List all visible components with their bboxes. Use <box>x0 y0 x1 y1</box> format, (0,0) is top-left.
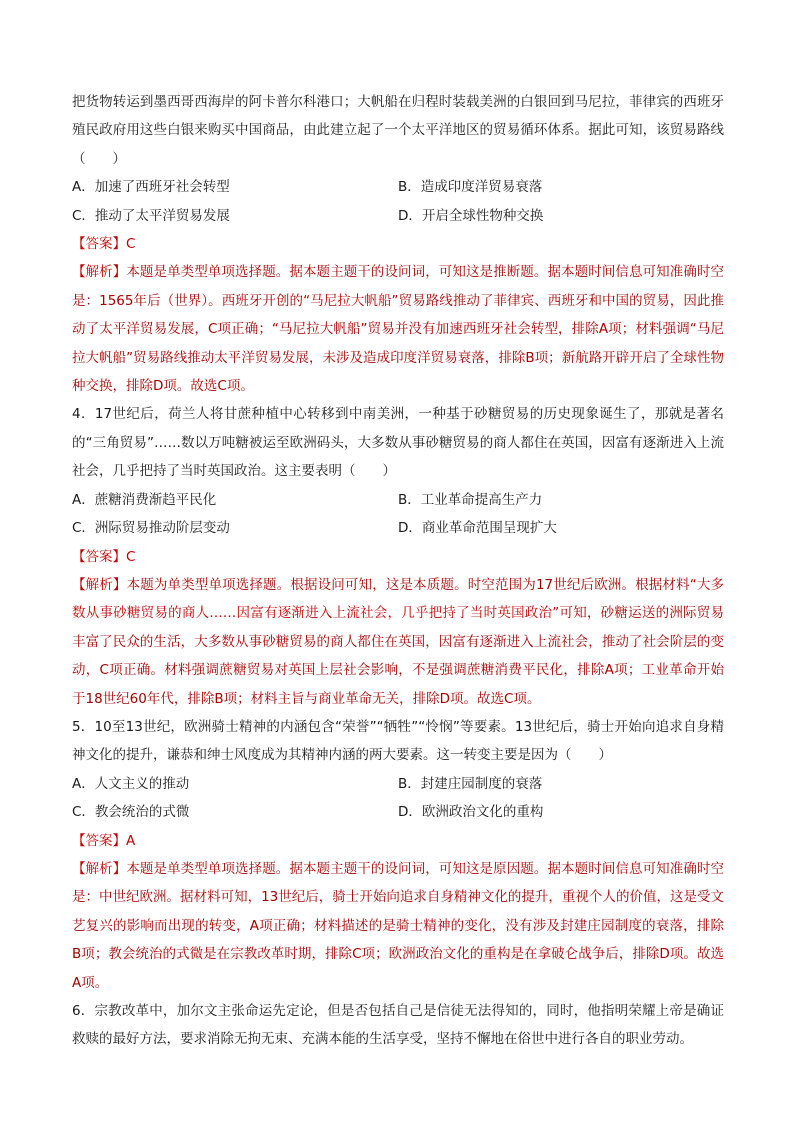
question-4-option-c: C．洲际贸易推动阶层变动 <box>72 520 230 537</box>
question-5-options <box>72 770 724 827</box>
question-3-option-d: D．开启全球性物种交换 <box>398 207 544 224</box>
question-5-option-a: A．人文主义的推动 <box>72 775 190 792</box>
question-3-option-a: A．加速了西班牙社会转型 <box>72 179 230 196</box>
analysis-text: 可知，砂糖运送的洲际贸易丰富了民众的生活，大多数从事砂糖贸易的商人都住在英国，因富有逐渐进入上流社会，推动了社会阶层的变动，C项正确。材料强调蔗糖贸易对英国上层社会影响，不是强调蔗糖消费平民化，排除A项；工业革命开始于18世纪60年代，排除B项；材料主旨与商业革命无关，排除D项。故选C项。 <box>72 605 725 707</box>
question-3-option-b: B．造成印度洋贸易衰落 <box>398 179 543 196</box>
question-4-answer: 【答案】C <box>72 548 136 565</box>
analysis-tag: 【解析】 <box>72 860 127 877</box>
question-3-analysis <box>72 258 724 400</box>
question-3-option-c: C．推动了太平洋贸易发展 <box>72 207 230 224</box>
analysis-quote: “大多数从事砂糖贸易的商人……因富有逐渐进入上流社会，几乎把持了当时英国政治” <box>72 576 725 622</box>
question-5-stem: 5．10至13世纪，欧洲骑士精神的内涵包含“荣誉”“牺牲”“怜悯”等要素。13世纪后，骑士开始向追求自身精神文化的提升，谦恭和绅士风度成为其精神内涵的两大要素。这一转变主要是因为（ ） <box>72 718 724 764</box>
question-5-analysis <box>72 855 724 997</box>
question-4-options <box>72 486 724 543</box>
question-4-analysis <box>72 571 724 713</box>
analysis-quote: “马尼拉大帆船” <box>303 292 399 309</box>
question-4-stem: 4．17世纪后，荷兰人将甘蔗种植中心转移到中南美洲，一种基于砂糖贸易的历史现象诞生了，那就是著名的“三角贸易”……数以万吨糖被运至欧洲码头，大多数从事砂糖贸易的商人都住在英国，因富有逐渐进入上流社会，几乎把持了当时英国政治。这主要表明（ ） <box>72 406 724 480</box>
analysis-text: 本题是单类型单项选择题。据本题主题干的设问词，可知这是推断题。据本题时间信息可知准确时空是：1565年后（世界）。西班牙开创的 <box>72 264 725 309</box>
question-4-option-a: A．蔗糖消费渐趋平民化 <box>72 491 217 508</box>
question-5-option-b: B．封建庄园制度的衰落 <box>398 775 543 792</box>
question-3-stem: 把货物转运到墨西哥西海岸的阿卡普尔科港口；大帆船在归程时装载美洲的白银回到马尼拉，菲律宾的西班牙殖民政府用这些白银来购买中国商品，由此建立起了一个太平洋地区的贸易循环体系。据此可知，该贸易路线（ ） <box>72 94 724 167</box>
question-5-option-c: C．教会统治的式微 <box>72 804 190 821</box>
question-4-option-b: B．工业革命提高生产力 <box>398 491 543 508</box>
question-5-answer: 【答案】A <box>72 832 136 849</box>
document-page <box>72 88 724 1054</box>
question-3-answer: 【答案】C <box>72 236 136 253</box>
analysis-tag: 【解析】 <box>72 576 127 593</box>
question-3-options <box>72 173 724 230</box>
analysis-tag: 【解析】 <box>72 264 127 281</box>
analysis-text: 本题是单类型单项选择题。据本题主题干的设问词，可知这是原因题。据本题时间信息可知准确时空是：中世纪欧洲。据材料可知，13世纪后，骑士开始向追求自身精神文化的提升，重视个人的价值，这是受文艺复兴的影响而出现的转变，A项正确；材料描述的是骑士精神的变化，没有涉及封建庄园制度的衰落，排除B项；教会统治的式微是在宗教改革时期，排除C项；欧洲政治文化的重构是在拿破仑战争后，排除D项。故选A项。 <box>72 860 725 991</box>
question-6-stem: 6．宗教改革中，加尔文主张命运先定论，但是否包括自己是信徒无法得知的，同时，他指明荣耀上帝是确证救赎的最好方法，要求消除无拘无束、充满本能的生活享受，坚持不懈地在俗世中进行各自的职业劳动。 <box>72 1003 724 1048</box>
analysis-text: 本题为单类型单项选择题。根据设问可知，这是本质题。时空范围为17世纪后欧洲。根据材料 <box>126 576 690 593</box>
analysis-text: 贸易路线推动了菲律宾、西班牙和中国的贸易，因此推动了太平洋贸易发展，C项正确；“马尼拉大帆船”贸易并没有加速西班牙社会转型，排除A项；材料强调“马尼拉大帆船”贸易路线推动太平洋贸易发展，未涉及造成印度洋贸易衰落，排除B项；新航路开辟开启了全球性物种交换，排除D项。故选C项。 <box>72 292 724 395</box>
question-5-option-d: D．欧洲政治文化的重构 <box>398 804 544 821</box>
question-4-option-d: D．商业革命范围呈现扩大 <box>398 520 557 537</box>
